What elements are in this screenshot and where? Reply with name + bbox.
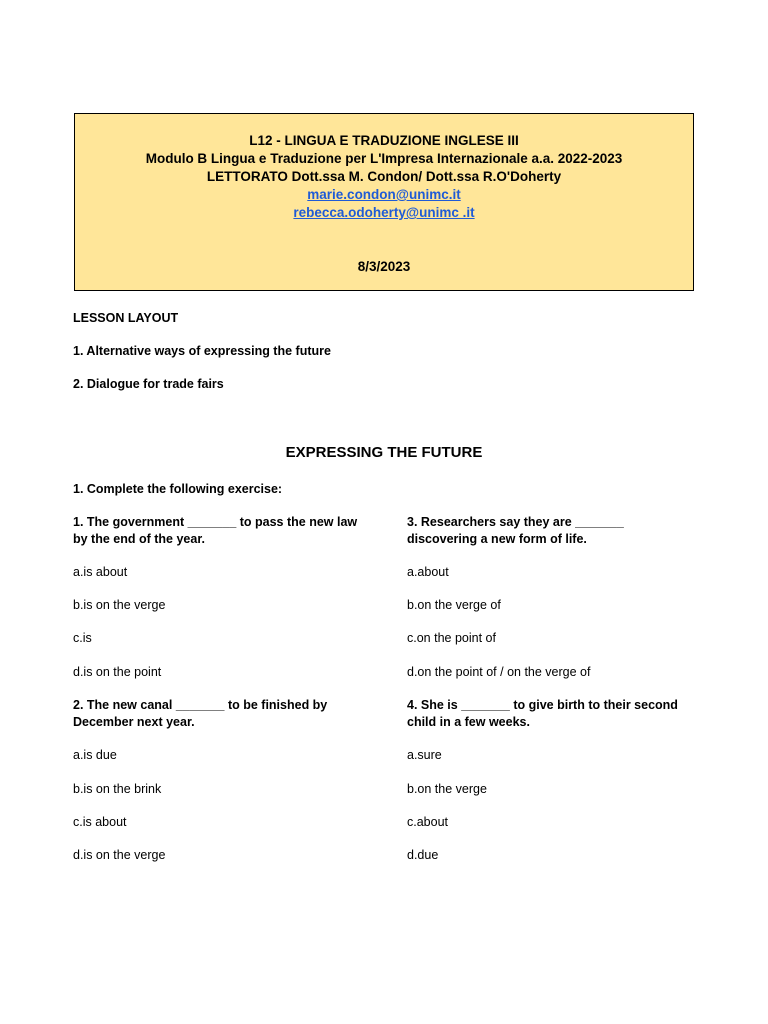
module-title: Modulo B Lingua e Traduzione per L'Impresa Internazionale a.a. 2022-2023: [145, 151, 623, 166]
course-header-box: [74, 113, 694, 291]
lesson-layout-heading: LESSON LAYOUT: [73, 311, 179, 325]
exercise-instruction: 1. Complete the following exercise:: [73, 482, 283, 496]
question-3: 3. Researchers say they are _______ discovering a new form of life.: [407, 515, 624, 546]
q4-option-c: c.about: [407, 815, 449, 829]
q3-option-c: c.on the point of: [407, 631, 496, 645]
q3-option-a: a.about: [407, 565, 449, 579]
q1-option-c: c.is: [73, 631, 92, 645]
lettorato-line: LETTORATO Dott.ssa M. Condon/ Dott.ssa R.O'Doherty: [206, 169, 562, 184]
q1-option-a: a.is about: [73, 565, 128, 579]
q4-option-d: d.due: [407, 848, 439, 862]
layout-item-1: 1. Alternative ways of expressing the future: [73, 344, 331, 358]
course-title: L12 - LINGUA E TRADUZIONE INGLESE III: [249, 133, 519, 148]
q2-option-a: a.is due: [73, 748, 117, 762]
lesson-date: 8/3/2023: [357, 259, 411, 274]
q4-option-a: a.sure: [407, 748, 442, 762]
question-1: 1. The government _______ to pass the new law by the end of the year.: [73, 515, 358, 546]
email-link-condon[interactable]: marie.condon@unimc.it: [307, 187, 461, 202]
section-title: EXPRESSING THE FUTURE: [285, 444, 483, 461]
question-4: 4. She is _______ to give birth to their second child in a few weeks.: [407, 698, 678, 729]
q3-option-b: b.on the verge of: [407, 598, 501, 612]
q3-option-d: d.on the point of / on the verge of: [407, 665, 591, 679]
email-link-odoherty[interactable]: rebecca.odoherty@unimc .it: [293, 205, 475, 220]
question-2: 2. The new canal _______ to be finished by December next year.: [73, 698, 328, 729]
q1-option-b: b.is on the verge: [73, 598, 166, 612]
q2-option-c: c.is about: [73, 815, 127, 829]
q1-option-d: d.is on the point: [73, 665, 162, 679]
q2-option-b: b.is on the brink: [73, 782, 162, 796]
layout-item-2: 2. Dialogue for trade fairs: [73, 377, 224, 391]
q2-option-d: d.is on the verge: [73, 848, 166, 862]
q4-option-b: b.on the verge: [407, 782, 487, 796]
